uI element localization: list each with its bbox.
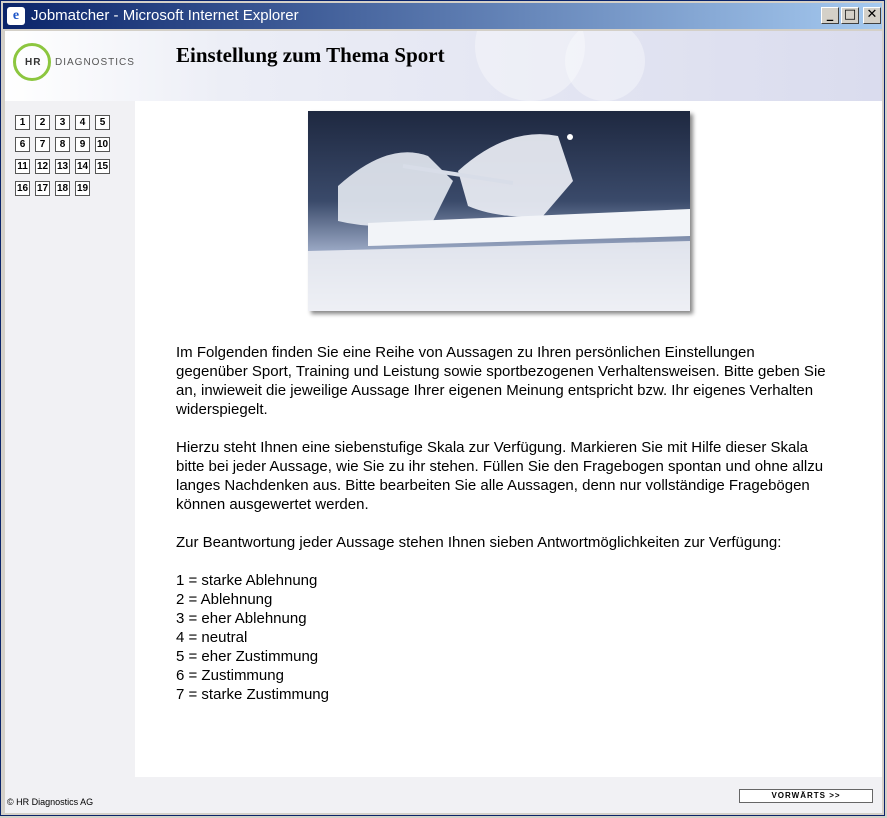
scale-item: 5 = eher Zustimmung <box>176 648 319 665</box>
sidebar <box>5 101 135 813</box>
page-nav-item-2[interactable]: 2 <box>35 115 50 130</box>
title-bar[interactable] <box>3 3 882 29</box>
page-nav-item-18[interactable]: 18 <box>56 183 69 194</box>
page-header <box>5 31 882 101</box>
answer-options-paragraph: Zur Beantwortung jeder Aussage stehen Ihnen sieben Antwortmöglichkeiten zur Verfügung: <box>176 534 782 551</box>
page-nav-item-19[interactable]: 19 <box>76 183 89 194</box>
photo-illustration <box>308 111 690 311</box>
window-title: Jobmatcher - Microsoft Internet Explorer <box>31 7 299 24</box>
scale-item: 3 = eher Ablehnung <box>176 610 307 627</box>
page-navigation <box>15 115 130 203</box>
instructions-text <box>176 343 826 704</box>
logo-diagnostics-text: DIAGNOSTICS <box>55 57 135 68</box>
scale-item: 4 = neutral <box>176 629 248 646</box>
answer-scale-list <box>176 571 826 704</box>
next-button[interactable]: VORWÄRTS >> <box>739 789 873 803</box>
header-decoration <box>565 31 645 101</box>
intro-paragraph: Im Folgenden finden Sie eine Reihe von Aussagen zu Ihren persönlichen Einstellungen gegenüber Sport, Training und Leistung sowie sportbezogenen Verhaltensweisen. Bitte geben Sie an, inwieweit die jeweilige Aussage Ihrer eigenen Meinung entspricht bzw. Ihr eigenes Verhalten widerspiegelt. <box>176 344 826 418</box>
page-content <box>5 31 882 813</box>
page-footer <box>5 777 882 813</box>
close-button[interactable]: ✕ <box>863 7 881 24</box>
page-nav-item-4[interactable]: 4 <box>75 115 90 130</box>
scale-item: 6 = Zustimmung <box>176 667 284 684</box>
page-nav-item-17[interactable]: 17 <box>36 183 49 194</box>
logo-hr-text: HR <box>25 57 42 68</box>
page-nav-item-16[interactable]: 16 <box>16 183 29 194</box>
copyright-text: © HR Diagnostics AG <box>7 797 94 807</box>
page-nav-item-7[interactable]: 7 <box>35 137 50 152</box>
page-nav-item-15[interactable]: 15 <box>96 161 109 172</box>
page-nav-item-12[interactable]: 12 <box>36 161 49 172</box>
scale-item: 7 = starke Zustimmung <box>176 686 329 703</box>
minimize-button[interactable]: _ <box>821 7 839 24</box>
page-nav-item-8[interactable]: 8 <box>55 137 70 152</box>
internet-explorer-icon: e <box>7 7 25 25</box>
page-title: Einstellung zum Thema Sport <box>176 43 445 67</box>
page-nav-item-13[interactable]: 13 <box>56 161 69 172</box>
maximize-button[interactable]: □ <box>841 7 859 24</box>
page-nav-item-6[interactable]: 6 <box>15 137 30 152</box>
page-nav-item-10[interactable]: 10 <box>96 139 109 150</box>
scale-item: 1 = starke Ablehnung <box>176 572 318 589</box>
hands-with-pen-photo <box>308 111 690 311</box>
page-nav-item-1[interactable]: 1 <box>15 115 30 130</box>
page-nav-item-3[interactable]: 3 <box>55 115 70 130</box>
main-area <box>135 101 882 777</box>
scale-paragraph: Hierzu steht Ihnen eine siebenstufige Skala zur Verfügung. Markieren Sie mit Hilfe dieser Skala bitte bei jeder Aussage, wie Sie zu ihr stehen. Füllen Sie den Fragebogen spontan und ohne allzu langes Nachdenken aus. Bitte bearbeiten Sie alle Aussagen, denn nur vollständige Fragebögen können ausgewertet werden. <box>176 439 824 513</box>
page-nav-item-11[interactable]: 11 <box>15 159 30 174</box>
page-nav-item-5[interactable]: 5 <box>95 115 110 130</box>
scale-item: 2 = Ablehnung <box>176 591 273 608</box>
page-nav-item-14[interactable]: 14 <box>76 161 89 172</box>
page-nav-item-9[interactable]: 9 <box>75 137 90 152</box>
